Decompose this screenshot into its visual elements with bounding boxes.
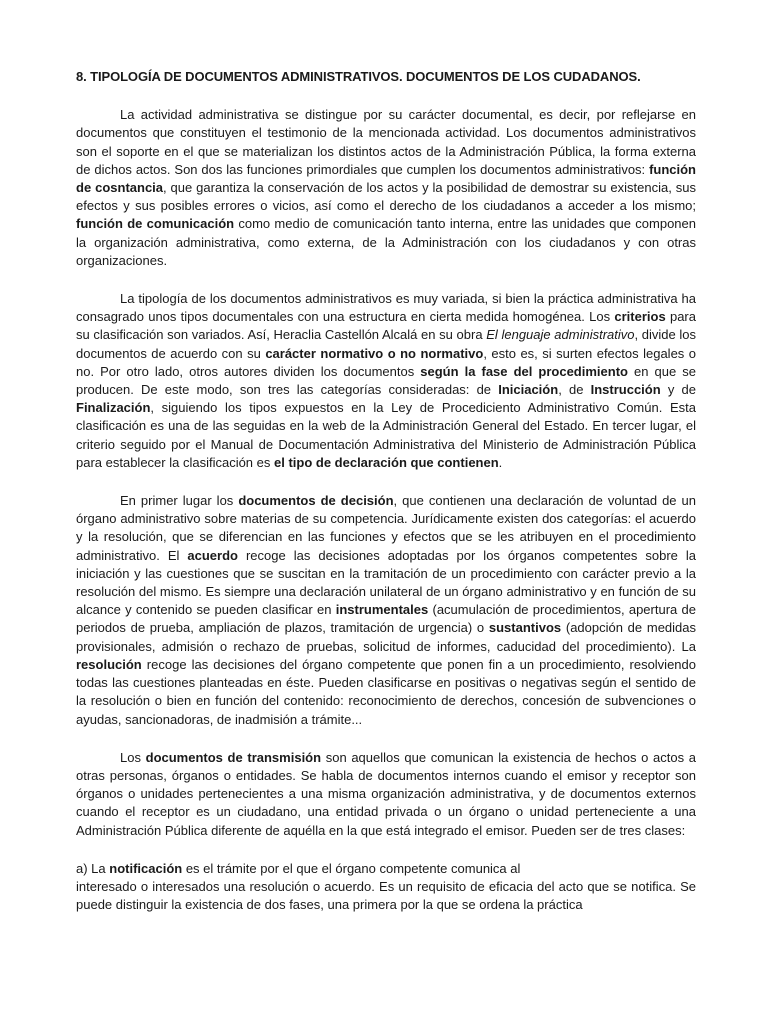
paragraph-3-bold-1: documentos de decisión: [238, 493, 394, 509]
paragraph-3-text-d: recoge las decisiones adoptadas por los órganos competentes sobre la iniciación y las cuestiones que se suscitan en la tramitación de un procedimiento con carácter previo a la resolución del mismo. Es siempre una declaración unilateral de un órgano administrativo y en función de su alcance y contenido se pueden clasificar en: [76, 547, 697, 618]
paragraph-2-text-j: , siguiendo los tipos expuestos en la Ley de Procediciento Administrativo Común. Esta clasificación es una de las seguidas en la web de la Administración General del Estado. En tercer lugar, el criterio seguido por el Manual de Documentación Administrativa del Ministerio de Administración Pública para establecer la clasificación es: [76, 400, 696, 470]
paragraph-2-text-k: .: [498, 454, 503, 470]
paragraph-5-text-a: a) La: [76, 860, 110, 876]
paragraph-1-text-d: como medio de comunicación tanto interna, entre las unidades que componen la organización administrativa, como externa, de la Administración con los ciudadanos y con otras organizaciones.: [76, 216, 696, 268]
paragraph-3-text-e: (acumulación de procedimientos, apertura de periodos de prueba, ampliación de plazos, tramitación de urgencia) o: [76, 602, 697, 636]
paragraph-2-bold-7: el tipo de declaración que contienen: [274, 454, 499, 470]
paragraph-3-bold-5: resolución: [76, 656, 142, 672]
paragraph-5-line-1: [76, 860, 696, 878]
paragraph-4-text-a: Los: [120, 749, 146, 765]
paragraph-3-text-f: (adopción de medidas provisionales, admisión o rechazo de pruebas, solicitud de informes, caducidad del procedimiento). La: [76, 620, 696, 654]
paragraph-1-text-a: La actividad administrativa se distingue por su carácter documental, es decir, por reflejarse en documentos que constituyen el testimonio de la mencionada actividad. Los documentos administrativos son el soporte en el que se materializan los distintos actos de la Administración Pública, la forma externa de dichos actos. Son dos las funciones primordiales que cumplen los documentos administrativos:: [76, 107, 696, 177]
paragraph-3-bold-2: acuerdo: [187, 547, 238, 563]
paragraph-2-bold-2: carácter normativo o no normativo: [265, 345, 484, 361]
paragraph-2-text-e: , esto es, si surten efectos legales o no. Por otro lado, otros autores dividen los documentos: [76, 345, 696, 379]
paragraph-1: [76, 106, 696, 270]
paragraph-3-text-a: En primer lugar los: [120, 493, 239, 509]
paragraph-1-text-c: , que garantiza la conservación de los actos y la posibilidad de demostrar su existencia, sus efectos y sus posibles errores o vicios, así como el derecho de los ciudadanos a acceder a los mismo;: [76, 180, 696, 214]
paragraph-5-continuation: interesado o interesados una resolución o acuerdo. Es un requisito de eficacia del acto que se notifica. Se puede distinguir la existencia de dos fases, una primera por la que se ordena la práctica: [76, 878, 696, 913]
paragraph-3-text-c: , que contienen una declaración de voluntad de un órgano administrativo sobre materias de su competencia. Jurídicamente existen dos categorías: el acuerdo y la resolución, que se diferencian en las funciones y efectos que se les atribuyen en el procedimiento administrativo. El: [76, 493, 696, 563]
paragraph-2-text-c: para su clasificación son variados. Así, Heraclia Castellón Alcalá en su obra: [76, 309, 696, 343]
paragraph-2: [76, 290, 696, 472]
paragraph-5-bold-1: notificación: [109, 860, 183, 876]
paragraph-3-text-g: recoge las decisiones del órgano competente que ponen fin a un procedimiento, resolviendo todas las cuestiones planteadas en éste. Pueden clasificarse en positivas o negativas según el sentido de la resolución o bien en función del contenido: reconocimiento de derechos, concesión de subvenciones o ayudas, sancionadoras, de inadmisión a trámite...: [76, 656, 696, 727]
paragraph-2-bold-4: Iniciación: [498, 382, 559, 398]
paragraph-2-italic-1: El lenguaje administrativo: [486, 327, 635, 343]
paragraph-5-text-c: es el trámite por el que el órgano competente comunica al: [182, 860, 521, 876]
paragraph-4-text-c: son aquellos que comunican la existencia de hechos o actos a otras personas, órganos o entidades. Se habla de documentos internos cuando el emisor y receptor son órganos o unidades pertenecientes a una misma organización administrativa, y de documentos externos cuando el receptor es un ciudadano, una entidad privada o un órgano o unidad perteneciente a una Administración Pública diferente de aquélla en la que está integrado el emisor. Pueden ser de tres clases:: [76, 749, 696, 838]
paragraph-2-text-d: , divide los documentos de acuerdo con su: [76, 327, 697, 361]
paragraph-3-bold-3: instrumentales: [335, 602, 429, 618]
document-body: [76, 68, 696, 914]
paragraph-2-bold-5: Instrucción: [590, 382, 661, 398]
paragraph-1-bold-1: función de cosntancia: [76, 161, 696, 196]
paragraph-2-bold-1: criterios: [614, 309, 666, 325]
paragraph-3: [76, 492, 696, 729]
document-title: 8. TIPOLOGÍA DE DOCUMENTOS ADMINISTRATIVOS. DOCUMENTOS DE LOS CUDADANOS.: [76, 69, 641, 84]
paragraph-2-text-f: en que se producen. De este modo, son tres las categorías consideradas: de: [76, 363, 697, 398]
paragraph-2-bold-3: según la fase del procedimiento: [420, 363, 628, 379]
paragraph-3-bold-4: sustantivos: [488, 620, 562, 636]
paragraph-4: [76, 749, 696, 840]
paragraph-4-bold-1: documentos de transmisión: [145, 749, 322, 765]
paragraph-2-text-a: La tipología de los documentos administrativos es muy variada, si bien la práctica administrativa ha consagrado unos tipos documentales con una estructura en cierta medida homogénea. Los: [76, 291, 696, 325]
paragraph-2-text-h: y de: [660, 382, 696, 398]
paragraph-2-bold-6: Finalización: [76, 400, 151, 416]
paragraph-2-text-g: , de: [558, 382, 591, 398]
paragraph-1-bold-2: función de comunicación: [76, 216, 235, 232]
